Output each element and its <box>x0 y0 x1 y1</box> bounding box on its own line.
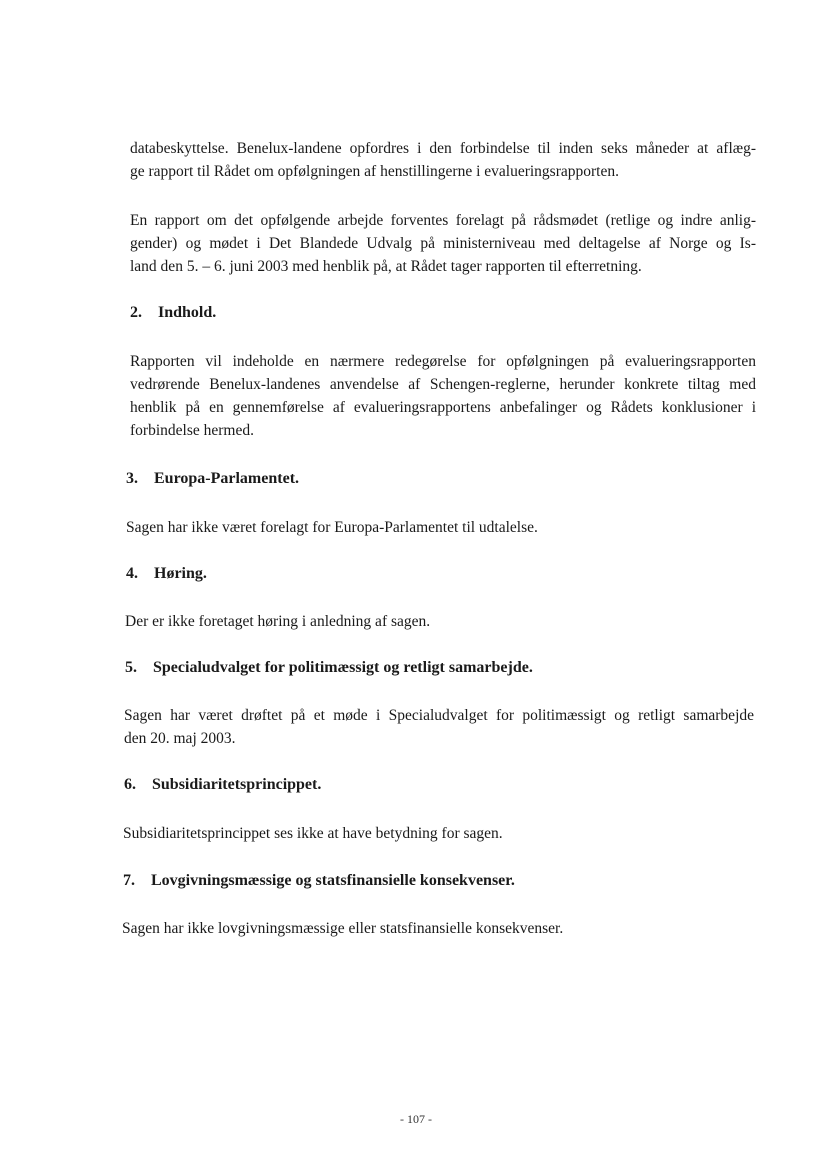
section-number: 7. <box>123 872 135 889</box>
text-line: gender) og mødet i Det Blandede Udvalg på ministerniveau med deltagelse af Norge og Is- <box>130 235 756 252</box>
text-line: Rapporten vil indeholde en nærmere redegørelse for opfølgningen på evalueringsrapporten <box>130 353 756 370</box>
section-body-5 <box>124 704 754 750</box>
text-line: ge rapport til Rådet om opfølgningen af henstillingerne i evalueringsrapporten. <box>130 163 619 180</box>
text-line: land den 5. – 6. juni 2003 med henblik på, at Rådet tager rapporten til efterretning. <box>130 258 642 275</box>
section-title: Subsidiaritetsprincippet. <box>152 776 322 793</box>
section-number: 6. <box>124 776 136 793</box>
section-heading-2 <box>130 302 216 324</box>
section-body-4 <box>125 610 755 633</box>
text-line: databeskyttelse. Benelux-landene opfordres i den forbindelse til inden seks måneder at aflæg- <box>130 140 756 157</box>
section-heading-7 <box>123 870 515 892</box>
section-number: 5. <box>125 659 137 676</box>
text-line: Sagen har ikke været forelagt for Europa-Parlamentet til udtalelse. <box>126 519 538 536</box>
intro-paragraph-2 <box>130 209 756 278</box>
section-body-7 <box>122 917 752 940</box>
text-line: Sagen har været drøftet på et møde i Specialudvalget for politimæssigt og retligt samarbejde <box>124 707 754 724</box>
text-line: den 20. maj 2003. <box>124 730 236 747</box>
section-body-2 <box>130 350 756 442</box>
text-line: En rapport om det opfølgende arbejde forventes forelagt på rådsmødet (retlige og indre anlig- <box>130 212 756 229</box>
section-title: Høring. <box>154 565 207 582</box>
section-heading-5 <box>125 657 533 679</box>
text-line: Der er ikke foretaget høring i anledning af sagen. <box>125 613 431 630</box>
intro-paragraph-1 <box>130 137 756 183</box>
text-line: henblik på en gennemførelse af evalueringsrapportens anbefalinger og Rådets konklusioner i <box>130 399 756 416</box>
section-title: Specialudvalget for politimæssigt og retligt samarbejde. <box>153 659 533 676</box>
text-line: Subsidiaritetsprincippet ses ikke at have betydning for sagen. <box>123 825 503 842</box>
section-number: 2. <box>130 304 142 321</box>
section-heading-6 <box>124 774 321 796</box>
text-line: forbindelse hermed. <box>130 422 254 439</box>
section-number: 3. <box>126 470 138 487</box>
section-heading-4 <box>126 563 207 585</box>
section-title: Lovgivningsmæssige og statsfinansielle konsekvenser. <box>151 872 515 889</box>
page-number: - 107 - <box>400 1112 432 1126</box>
section-body-3 <box>126 516 756 539</box>
section-body-6 <box>123 822 753 845</box>
text-line: vedrørende Benelux-landenes anvendelse af Schengen-reglerne, herunder konkrete tiltag med <box>130 376 756 393</box>
text-line: Sagen har ikke lovgivningsmæssige eller statsfinansielle konsekvenser. <box>122 920 564 937</box>
section-number: 4. <box>126 565 138 582</box>
section-heading-3 <box>126 468 299 490</box>
section-title: Indhold. <box>158 304 217 321</box>
section-title: Europa-Parlamentet. <box>154 470 300 487</box>
